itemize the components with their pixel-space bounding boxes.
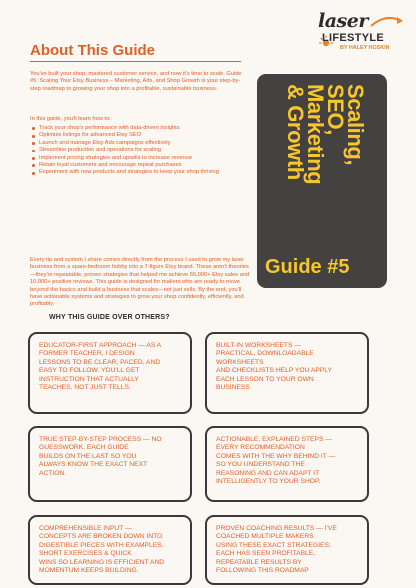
list-item: Track your shop's performance with data-driven insights [30, 125, 248, 132]
feature-card-worksheets [205, 332, 369, 414]
feature-card-actionable [205, 426, 369, 502]
feature-card-coaching [205, 515, 369, 585]
learning-list [30, 125, 248, 177]
swoosh-icon [370, 15, 404, 29]
card-text: ACTIONABLE, EXPLAINED STEPS — EVERY RECOMMENDATION COMES WITH THE WHY BEHIND IT — SO YOU UNDERSTAND THE REASONING AND CAN ADAPT IT INTELLIGENTLY TO YOUR SHOP. [216, 436, 336, 486]
story-paragraph: Every tip and system I share comes directly from the process I used to grow my laser business from a spare-bedroom hobby into a 7-figure Etsy brand. These aren't theories—they're repeatable, proven strategies that helped me achieve 55,000+ Etsy sales and 10,000+ positive reviews. This guide is designed for makers who are ready to move beyond the basics and build a business that scales—not just sells. By the end, you'll have actionable systems and strategies to grow your shop confidently, efficiently, and profitably. [30, 257, 250, 308]
section-heading: WHY THIS GUIDE OVER OTHERS? [49, 314, 170, 321]
card-text: BUILT-IN WORKSHEETS — PRACTICAL, DOWNLOADABLE WORKSHEETS AND CHECKLISTS HELP YOU APPLY EACH LESSON TO YOUR OWN BUSINESS [216, 342, 332, 392]
list-item: Streamline production and operations for scaling [30, 147, 248, 154]
page-title: About This Guide [30, 42, 155, 59]
feature-card-comprehensible [28, 515, 192, 585]
badge-title: Scaling, SEO, Marketing & Growth [283, 84, 368, 185]
badge-title-area [257, 74, 387, 224]
card-text: PROVEN COACHING RESULTS — I'VE COACHED MULTIPLE MAKERS USING THESE EXACT STRATEGIES; EACH HAS SEEN PROFITABLE, REPEATABLE RESULTS BY FOLLOWING THIS ROADMAP [216, 525, 337, 575]
title-divider [30, 61, 241, 62]
guide-badge [257, 74, 387, 288]
card-text: TRUE STEP-BY-STEP PROCESS — NO GUESSWORK. EACH GUIDE BUILDS ON THE LAST SO YOU ALWAYS KNOW THE EXACT NEXT ACTION. [39, 436, 162, 477]
logo-word-lifestyle: LIFESTYLE [322, 32, 384, 44]
intro-lead-in: In this guide, you'll learn how to: [30, 116, 111, 122]
logo-byline: BY HALEY HOSKIN [340, 45, 390, 51]
card-text: COMPREHENSIBLE INPUT — CONCEPTS ARE BROKEN DOWN INTO DIGESTIBLE PIECES WITH EXAMPLES. SHORT EXERCISES & QUICK WINS SO LEARNING IS EFFICIENT AND MOMENTUM KEEPS BUILDING. [39, 525, 165, 575]
brand-logo [318, 10, 404, 56]
card-text: EDUCATOR-FIRST APPROACH — AS A FORMER TEACHER, I DESIGN LESSONS TO BE CLEAR, PACED, AND EASY TO FOLLOW. YOU'LL GET INSTRUCTION THAT ACTUALLY TEACHES, NOT JUST TELLS. [39, 342, 162, 392]
logo-word-laser: laser [318, 10, 368, 32]
list-item: Implement pricing strategies and upsells to increase revenue [30, 155, 248, 162]
list-item: Optimize listings for advanced Etsy SEO [30, 132, 248, 139]
badge-guide-number: Guide #5 [265, 256, 350, 278]
list-item: Retain loyal customers and encourage repeat purchases [30, 162, 248, 169]
feature-card-step-by-step [28, 426, 192, 502]
list-item: Launch and manage Etsy Ads campaigns effectively [30, 140, 248, 147]
feature-card-educator [28, 332, 192, 414]
intro-paragraph: You've built your shop, mastered customer service, and now it's time to scale. Guide #5: Scaling Your Etsy Business – Marketing, Ads, and Shop Growth is your step-by-step roadmap to growing your shop into a profitable, sustainable business. [30, 71, 242, 92]
list-item: Experiment with new products and strategies to keep your shop thriving [30, 169, 248, 176]
